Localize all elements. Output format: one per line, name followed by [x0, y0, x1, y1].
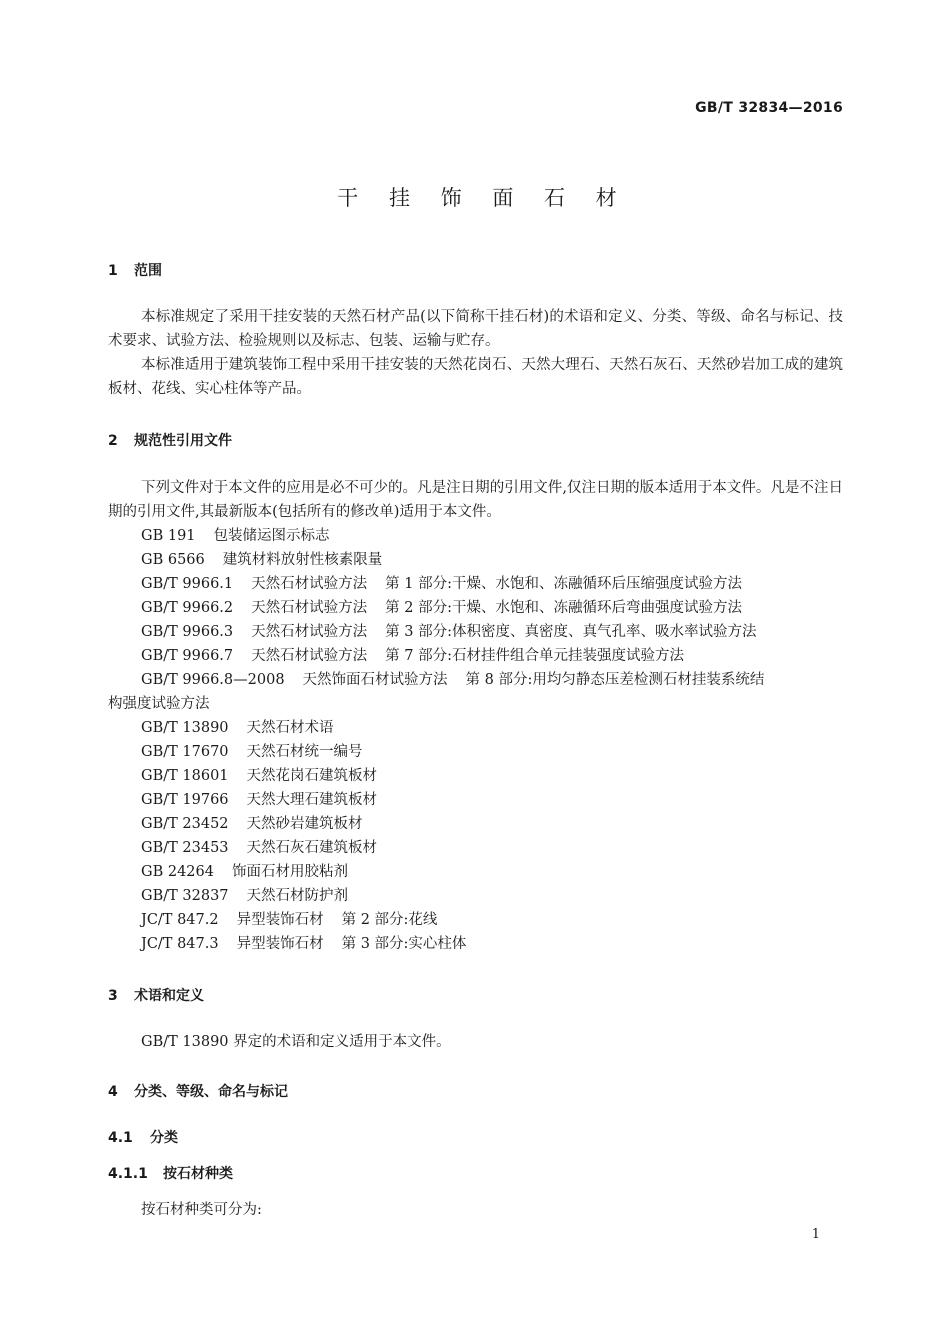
section-number: 4.1: [108, 1130, 133, 1146]
reference-title: 天然石灰石建筑板材: [246, 840, 378, 856]
reference-code: GB/T 9966.2: [141, 600, 234, 616]
standard-id: GB/T 32834—2016: [695, 100, 843, 116]
reference-item: [141, 788, 377, 809]
reference-item: [141, 668, 764, 689]
reference-title: 建筑材料放射性核素限量: [222, 552, 383, 568]
section-number: 1: [108, 263, 118, 279]
reference-code: GB/T 19766: [141, 792, 229, 808]
reference-part: 第 2 部分:干燥、水饱和、冻融循环后弯曲强度试验方法: [385, 600, 742, 616]
reference-title: 天然花岗石建筑板材: [246, 768, 378, 784]
reference-code: GB/T 9966.7: [141, 648, 234, 664]
reference-title: 异型装饰石材: [236, 936, 324, 952]
reference-item: [141, 620, 756, 641]
reference-title: 天然石材术语: [246, 720, 334, 736]
reference-code: JC/T 847.2: [141, 912, 219, 928]
scope-paragraph-2: 本标准适用于建筑装饰工程中采用干挂安装的天然花岗石、天然大理石、天然石灰石、天然砂岩加工成的建筑板材、花线、实心柱体等产品。: [108, 357, 843, 397]
reference-title: 天然饰面石材试验方法: [302, 672, 448, 688]
references-intro-paragraph: 下列文件对于本文件的应用是必不可少的。凡是注日期的引用文件,仅注日期的版本适用于本文件。凡是不注日期的引用文件,其最新版本(包括所有的修改单)适用于本文件。: [108, 480, 843, 520]
reference-code: GB 24264: [141, 864, 214, 880]
reference-item: [141, 908, 437, 929]
section-title: 术语和定义: [134, 988, 204, 1004]
reference-code: GB 6566: [141, 552, 205, 568]
reference-title: 天然石材试验方法: [251, 648, 368, 664]
reference-code: GB/T 13890: [141, 720, 229, 736]
reference-code: GB/T 32837: [141, 888, 229, 904]
reference-item: [141, 764, 377, 785]
reference-title: 异型装饰石材: [236, 912, 324, 928]
reference-part: 第 3 部分:体积密度、真密度、真气孔率、吸水率试验方法: [385, 624, 757, 640]
section-heading-2: [108, 430, 232, 450]
reference-item: [141, 644, 684, 665]
section-number: 3: [108, 988, 118, 1004]
reference-code: GB/T 17670: [141, 744, 229, 760]
section-heading-4: [108, 1081, 288, 1101]
section-heading-4-1-1: [108, 1163, 233, 1183]
reference-code: GB/T 9966.8—2008: [141, 672, 285, 688]
scope-paragraph-1: 本标准规定了采用干挂安装的天然石材产品(以下简称干挂石材)的术语和定义、分类、等级、命名与标记、技术要求、试验方法、检验规则以及标志、包装、运输与贮存。: [108, 309, 843, 349]
reference-code: GB/T 23452: [141, 816, 229, 832]
reference-item: [141, 548, 382, 569]
reference-item: [141, 740, 363, 761]
section-heading-4-1: [108, 1127, 178, 1147]
section-title: 按石材种类: [163, 1166, 233, 1182]
reference-code: GB/T 9966.3: [141, 624, 234, 640]
reference-title: 天然石材统一编号: [246, 744, 363, 760]
reference-code: GB 191: [141, 528, 196, 544]
section-title: 分类、等级、命名与标记: [134, 1084, 288, 1100]
reference-part: 第 2 部分:花线: [341, 912, 438, 928]
reference-code: GB/T 9966.1: [141, 576, 234, 592]
reference-item: [141, 716, 334, 737]
reference-code: GB/T 23453: [141, 840, 229, 856]
reference-title: 天然大理石建筑板材: [246, 792, 378, 808]
reference-title: 天然石材试验方法: [251, 576, 368, 592]
section-heading-3: [108, 985, 204, 1005]
reference-code: JC/T 847.3: [141, 936, 219, 952]
reference-item: [141, 524, 330, 545]
reference-part: 第 1 部分:干燥、水饱和、冻融循环后压缩强度试验方法: [385, 576, 742, 592]
section-heading-1: [108, 260, 162, 280]
reference-item: [141, 860, 348, 881]
terms-paragraph: GB/T 13890 界定的术语和定义适用于本文件。: [141, 1034, 451, 1050]
reference-code: GB/T 18601: [141, 768, 229, 784]
reference-continuation: 构强度试验方法: [108, 696, 210, 712]
page-number: 1: [811, 1227, 820, 1242]
reference-item: [141, 812, 363, 833]
reference-part: 第 7 部分:石材挂件组合单元挂装强度试验方法: [385, 648, 684, 664]
classification-paragraph: 按石材种类可分为:: [141, 1202, 262, 1218]
reference-item: [141, 884, 348, 905]
section-number: 2: [108, 433, 118, 449]
reference-title: 天然石材试验方法: [251, 624, 368, 640]
section-number: 4: [108, 1084, 118, 1100]
reference-title: 饰面石材用胶粘剂: [231, 864, 348, 880]
section-title: 范围: [134, 263, 162, 279]
reference-title: 包装储运图示标志: [213, 528, 330, 544]
reference-item: [141, 932, 466, 953]
section-number: 4.1.1: [108, 1166, 148, 1182]
section-title: 分类: [150, 1130, 178, 1146]
reference-part: 第 3 部分:实心柱体: [341, 936, 467, 952]
reference-part: 第 8 部分:用均匀静态压差检测石材挂装系统结: [465, 672, 765, 688]
reference-title: 天然石材防护剂: [246, 888, 349, 904]
section-title: 规范性引用文件: [134, 433, 232, 449]
reference-item: [141, 572, 742, 593]
reference-title: 天然石材试验方法: [251, 600, 368, 616]
reference-title: 天然砂岩建筑板材: [246, 816, 363, 832]
reference-item: [141, 596, 742, 617]
reference-item: [141, 836, 377, 857]
document-title: 干 挂 饰 面 石 材: [337, 186, 629, 210]
